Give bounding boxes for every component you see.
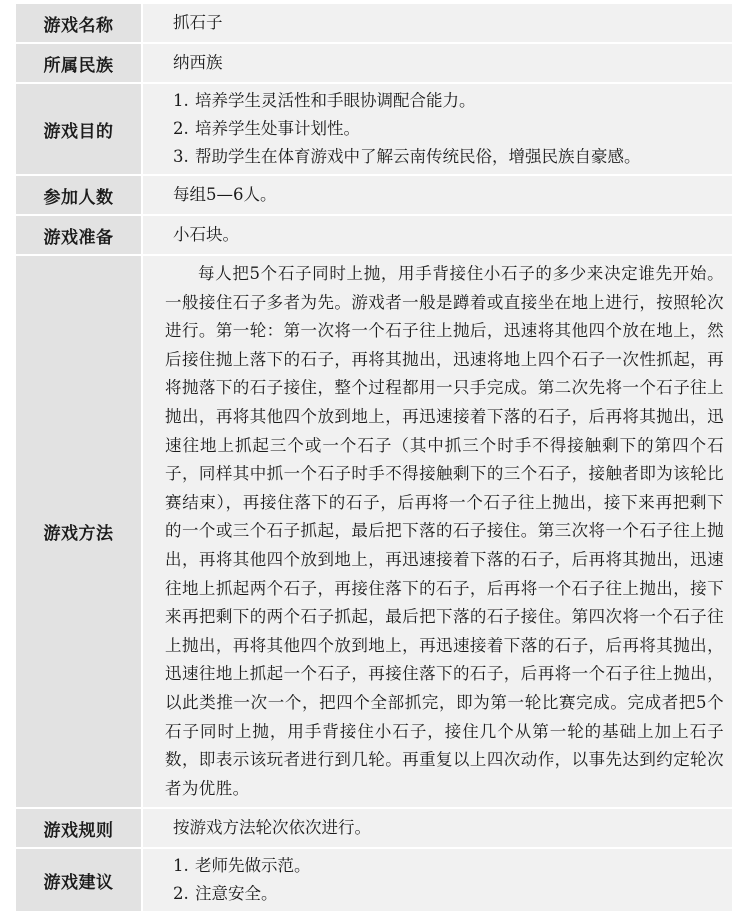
row-label: 游戏建议: [16, 849, 143, 911]
row-value-paragraph: [143, 256, 732, 807]
row-purpose: [16, 84, 732, 176]
list-number: 2.: [173, 119, 189, 138]
row-label: 所属民族: [16, 44, 143, 82]
row-method: [16, 256, 732, 809]
row-label: 参加人数: [16, 176, 143, 214]
row-value: 纳西族: [143, 44, 732, 82]
list-number: 1.: [173, 856, 189, 876]
row-label: 游戏方法: [16, 256, 143, 807]
game-info-table: [16, 4, 732, 913]
method-paragraph: 每人把5个石子同时上抛，用手背接住小石子的多少来决定谁先开始。一般接住石子多者为先。游戏者一般是蹲着或直接坐在地上进行，按照轮次进行。第一轮：第一次将一个石子往上抛后，迅速将其他四个放在地上，然后接住抛上落下的石子，再将其抛出，迅速将地上四个石子一次性抓起，再将抛落下的石子接住，整个过程都用一只手完成。第二次先将一个石子往上抛出，再将其他四个放到地上，再迅速接着下落的石子，后再将其抛出，迅速往地上抓起三个或一个石子（其中抓三个时手不得接触剩下的第四个石子，同样其中抓一个石子时手不得接触剩下的三个石子，接触者即为该轮比赛结束），再接住落下的石子，后再将一个石子往上抛出，接下来再把剩下的一个或三个石子抓起，最后把下落的石子接住。第三次将一个石子往上抛出，再将其他四个放到地上，再迅速接着下落的石子，后再将其抛出，迅速往地上抓起两个石子，再接住落下的石子，后再将一个石子往上抛出，接下来再把剩下的两个石子抓起，最后把下落的石子接住。第四次将一个石子往上抛出，再将其他四个放到地上，再迅速接着下落的石子，后再将其抛出，迅速往地上抓起一个石子，再接住落下的石子，后再将一个石子往上抛出，以此类推一次一个，把四个全部抓完，即为第一轮比赛完成。完成者把5个石子同时上抛，用手背接住小石子，接住几个从第一轮的基础上加上石子数，即表示该玩者进行到几轮。再重复以上四次动作，以事先达到约定轮次者为优胜。: [165, 264, 724, 798]
row-value-list: [143, 849, 732, 911]
row-suggestions: [16, 849, 732, 913]
list-text: 注意安全。: [195, 884, 278, 904]
row-players: [16, 176, 732, 216]
list-text: 培养学生处事计划性。: [195, 119, 360, 138]
list-number: 2.: [173, 884, 189, 904]
row-label: 游戏规则: [16, 809, 143, 847]
list-text: 培养学生灵活性和手眼协调配合能力。: [195, 91, 476, 110]
row-value: 每组5—6人。: [143, 176, 732, 214]
row-preparation: [16, 216, 732, 256]
list-item: [173, 143, 724, 171]
row-value: 抓石子: [143, 4, 732, 42]
row-game-name: [16, 4, 732, 44]
row-label: 游戏准备: [16, 216, 143, 254]
list-item: [173, 880, 724, 908]
row-rules: [16, 809, 732, 849]
list-item: [173, 87, 724, 115]
list-text: 老师先做示范。: [195, 856, 311, 876]
row-label: 游戏名称: [16, 4, 143, 42]
row-value: 按游戏方法轮次依次进行。: [143, 809, 732, 847]
row-label: 游戏目的: [16, 84, 143, 174]
list-number: 1.: [173, 91, 189, 110]
row-value-list: [143, 84, 732, 174]
list-item: [173, 115, 724, 143]
row-ethnicity: [16, 44, 732, 84]
list-text: 帮助学生在体育游戏中了解云南传统民俗，增强民族自豪感。: [195, 147, 641, 166]
list-number: 3.: [173, 147, 189, 166]
row-value: 小石块。: [143, 216, 732, 254]
list-item: [173, 852, 724, 880]
